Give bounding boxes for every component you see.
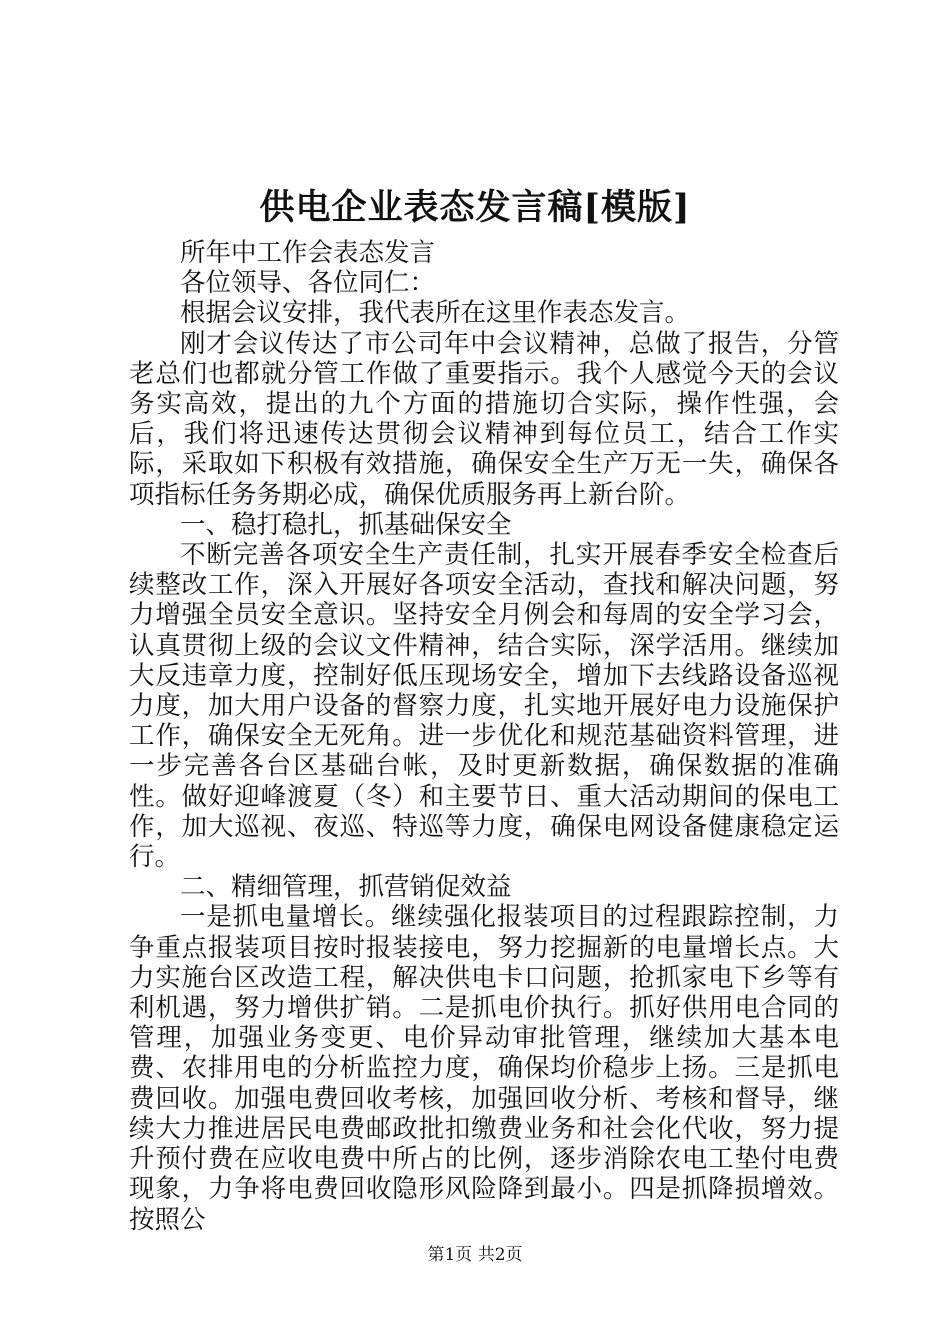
paragraph: 一是抓电量增长。继续强化报装项目的过程跟踪控制，力争重点报装项目按时报装接电，努力挖掘新的电量增长点。大力实施台区改造工程，解决供电卡口问题，抢抓家电下乡等有利机遇，努力增供扩销。二是抓电价执行。抓好供用电合同的管理，加强业务变更、电价异动审批管理，继续加大基本电费、农排用电的分析监控力度，确保均价稳步上扬。三是抓电费回收。加强电费回收考核，加强回收分析、考核和督导，继续大力推进居民电费邮政批扣缴费业务和社会化代收，努力提升预付费在应收电费中所占的比例，逐步消除农电工垫付电费现象，力争将电费回收隐形风险降到最小。四是抓降损增效。按照公: [129, 902, 839, 1235]
paragraph: 各位领导、各位同仁：: [180, 268, 436, 299]
paragraph: 所年中工作会表态发言: [180, 238, 436, 268]
paragraph: 不断完善各项安全生产责任制，扎实开展春季安全检查后续整改工作，深入开展好各项安全活动，查找和解决问题，努力增强全员安全意识。坚持安全月例会和每周的安全学习会，认真贯彻上级的会议文件精神，结合实际，深学活用。继续加大反违章力度，控制好低压现场安全，增加下去线路设备巡视力度，加大用户设备的督察力度，扎实地开展好电力设施保护工作，确保安全无死角。进一步优化和规范基础资料管理，进一步完善各台区基础台帐，及时更新数据，确保数据的准确性。做好迎峰渡夏（冬）和主要节日、重大活动期间的保电工作，加大巡视、夜巡、特巡等力度，确保电网设备健康稳定运行。: [129, 540, 839, 873]
paragraph: 刚才会议传达了市公司年中会议精神，总做了报告，分管老总们也都就分管工作做了重要指示。我个人感觉今天的会议务实高效，提出的九个方面的措施切合实际，操作性强，会后，我们将迅速传达贯彻会议精神到每位员工，结合工作实际，采取如下积极有效措施，确保安全生产万无一失，确保各项指标任务务期必成，确保优质服务再上新台阶。: [129, 328, 839, 510]
page-footer: 第1页 共2页: [427, 1245, 523, 1265]
document-body: [129, 238, 839, 1235]
page-title: 供电企业表态发言稿[模版]: [259, 187, 691, 228]
paragraph: 根据会议安排，我代表所在这里作表态发言。: [180, 298, 691, 329]
section-heading: 一、稳打稳扎，抓基础保安全: [180, 509, 512, 540]
section-heading: 二、精细管理，抓营销促效益: [180, 872, 512, 903]
